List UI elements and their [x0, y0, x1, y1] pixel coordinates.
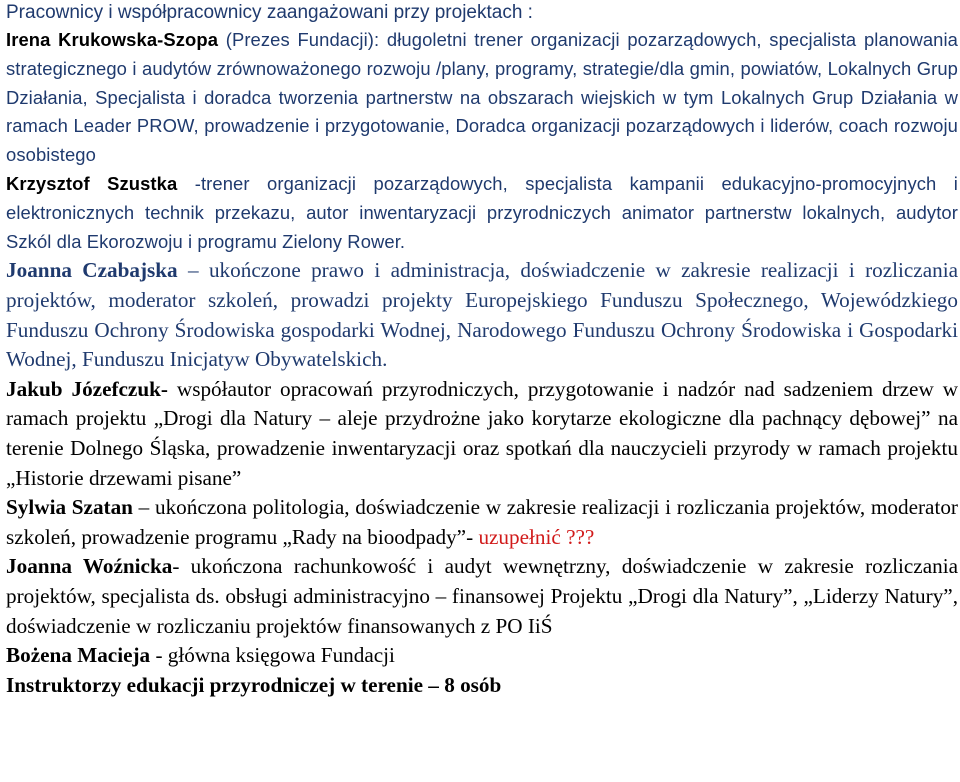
page-heading: Pracownicy i współpracownicy zaangażowani przy projektach :	[6, 2, 533, 23]
entry-name: Joanna Czabajska	[6, 258, 178, 283]
entry-szatan	[6, 493, 958, 552]
entry-name: Sylwia Szatan	[6, 495, 133, 520]
entry-text: - ukończona rachunkowość i audyt wewnętrzny, doświadczenie w zakresie rozliczania projektów, specjalista ds. obsługi administracyjno – finansowej Projektu „Drogi dla Natury”, „Liderzy Natury”, doświadczenie w rozliczaniu projektów finansowanych z PO IiŚ	[6, 554, 958, 638]
todo-marks: ???	[560, 524, 595, 549]
entry-name: Bożena Macieja	[6, 643, 151, 668]
entry-krukowska	[6, 26, 958, 170]
entry-text: współautor opracowań przyrodniczych, przygotowanie i nadzór nad sadzeniem drzew w ramach projektu „Drogi dla Natury – aleje przydrożne jako korytarze ekologiczne dla pachnący dębowej” na terenie Dolnego Śląska, prowadzenie inwentaryzacji oraz spotkań dla nauczycieli przyrody w ramach projektu „Historie drzewami pisane”	[6, 376, 958, 490]
entry-text: - główna księgowa Fundacji	[150, 643, 395, 668]
entry-macieja	[6, 641, 958, 671]
entry-name: Krzysztof Szustka	[6, 172, 178, 194]
document-body	[6, 0, 958, 700]
entry-woznicka	[6, 552, 958, 641]
entry-name: Jakub Józefczuk-	[6, 376, 168, 401]
entry-name: Irena Krukowska-Szopa	[6, 29, 219, 50]
entry-czabajska	[6, 256, 958, 374]
footer-line: Instruktorzy edukacji przyrodniczej w terenie – 8 osób	[6, 672, 502, 697]
entry-name: Joanna Woźnicka	[6, 554, 173, 579]
entry-text: – ukończone prawo i administracja, doświadczenie w zakresie realizacji i rozliczania projektów, moderator szkoleń, prowadzi projekty Europejskiego Funduszu Społecznego, Wojewódzkiego Funduszu Ochrony Środowiska gospodarki Wodnej, Narodowego Funduszu Ochrony Środowiska i Gospodarki Wodnej, Funduszu Inicjatyw Obywatelskich.	[6, 258, 958, 372]
entry-text: – ukończona politologia, doświadczenie w zakresie realizacji i rozliczania projektów, moderator szkoleń, prowadzenie programu „Rady na bioodpady”-	[6, 495, 958, 549]
entry-text: -trener organizacji pozarządowych, specjalista kampanii edukacyjno-promocyjnych i elektronicznych technik przekazu, autor inwentaryzacji przyrodniczych animator partnerstw lokalnych, audytor Szkól dla Ekorozwoju i programu Zielony Rower.	[6, 172, 958, 252]
todo-highlight: uzupełnić	[478, 524, 561, 549]
entry-jozefczuk	[6, 375, 958, 493]
entry-szustka	[6, 170, 958, 256]
entry-text: (Prezes Fundacji): długoletni trener organizacji pozarządowych, specjalista planowania strategicznego i audytów zrównoważonego rozwoju /plany, programy, strategie/dla gmin, powiatów, Lokalnych Grup Działania, Specjalista i doradca tworzenia partnerstw na obszarach wiejskich w tym Lokalnych Grup Działania w ramach Leader PROW, prowadzenie i przygotowanie, Doradca organizacji pozarządowych i liderów, coach rozwoju osobistego	[6, 29, 958, 166]
